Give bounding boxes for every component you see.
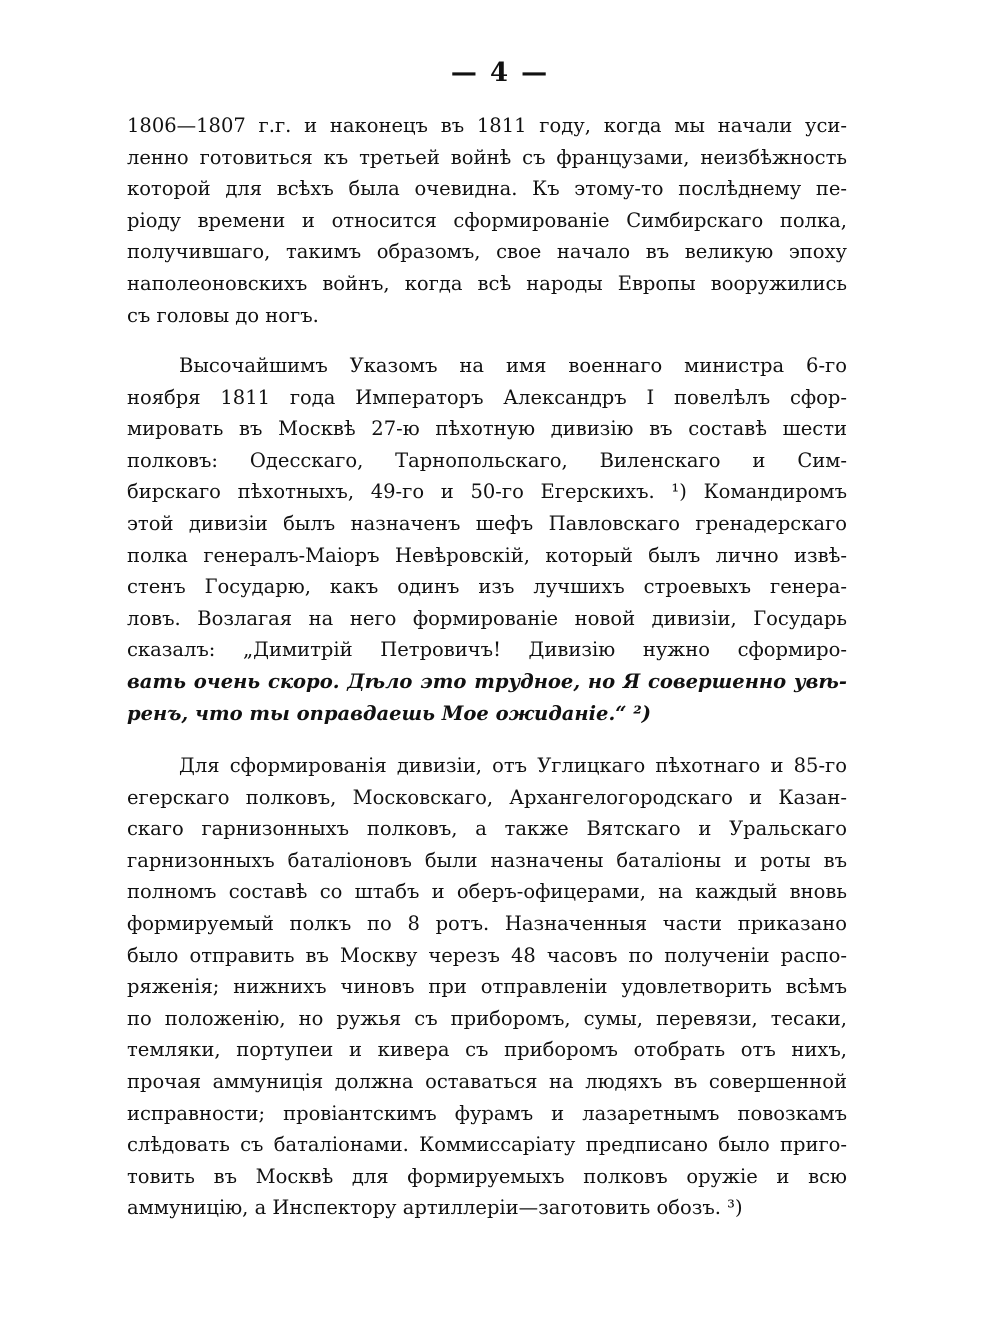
- text-line: исправности; провіантскимъ фурамъ и лазаретнымъ повозкамъ: [127, 1101, 847, 1125]
- text-line: Для сформированія дивизіи, отъ Углицкаго пѣхотнаго и 85-го: [179, 754, 847, 777]
- text-line: ріоду времени и относится сформированіе Симбирскаго полка,: [127, 208, 847, 232]
- paragraph-1: [127, 110, 847, 331]
- text-line: темляки, портупеи и кивера съ приборомъ отобрать отъ нихъ,: [127, 1038, 847, 1062]
- text-line: сказалъ: „Димитрій Петровичъ! Дивизію нужно сформиро-: [127, 638, 847, 662]
- text-line: аммуницію, а Инспектору артиллеріи—заготовить обозъ. ³): [127, 1196, 743, 1220]
- text-line: съ головы до ногъ.: [127, 303, 319, 327]
- text-line: бирскаго пѣхотныхъ, 49-го и 50-го Егерскихъ. ¹) Командиромъ: [127, 480, 847, 504]
- text-line: полковъ: Одесскаго, Тарнопольскаго, Виленскаго и Сим-: [127, 448, 847, 472]
- text-line: по положенію, но ружья съ приборомъ, сумы, перевязи, тесаки,: [127, 1006, 847, 1030]
- text-line: полка генералъ-Маіоръ Невѣровскій, который былъ лично извѣ-: [127, 543, 847, 567]
- text-line: прочая аммуниція должна оставаться на людяхъ въ совершенной: [127, 1069, 847, 1093]
- text-line: которой для всѣхъ была очевидна. Къ этому-то послѣднему пе-: [127, 177, 847, 201]
- text-line: слѣдовать съ баталіонами. Коммиссаріату предписано было приго-: [127, 1133, 847, 1157]
- text-line: гарнизонныхъ баталіоновъ были назначены баталіоны и роты въ: [127, 848, 847, 872]
- text-line: этой дивизіи былъ назначенъ шефъ Павловскаго гренадерскаго: [127, 511, 847, 535]
- text-line: скаго гарнизонныхъ полковъ, а также Вятскаго и Уральскаго: [127, 817, 847, 841]
- text-line: мировать въ Москвѣ 27-ю пѣхотную дивизію въ составѣ шести: [127, 417, 847, 441]
- text-line: получившаго, такимъ образомъ, свое начало въ великую эпоху: [127, 240, 847, 264]
- text-line: было отправить въ Москву черезъ 48 часовъ по полученіи распо-: [127, 943, 847, 967]
- paragraph-2: [127, 350, 847, 729]
- text-line: наполеоновскихъ войнъ, когда всѣ народы Европы вооружились: [127, 271, 847, 295]
- text-line: ловъ. Возлагая на него формированіе новой дивизіи, Государь: [127, 606, 847, 630]
- text-line: полномъ составѣ со штабъ и оберъ-офицерами, на каждый вновь: [127, 880, 847, 904]
- text-line: ряженія; нижнихъ чиновъ при отправленіи удовлетворить всѣмъ: [127, 975, 847, 999]
- page-number: — 4 —: [450, 58, 550, 88]
- quote-line: ренъ, что ты оправдаешь Мое ожиданіе.“ ²): [127, 701, 652, 725]
- paragraph-3: [127, 750, 847, 1224]
- text-line: формируемый полкъ по 8 ротъ. Назначенныя части приказано: [127, 911, 847, 935]
- text-line: ленно готовиться къ третьей войнѣ съ французами, неизбѣжность: [127, 145, 847, 169]
- text-line: ноября 1811 года Императоръ Александръ I повелѣлъ сфор-: [127, 385, 847, 409]
- text-line: егерскаго полковъ, Московскаго, Архангелогородскаго и Казан-: [127, 785, 847, 809]
- text-line: стенъ Государю, какъ одинъ изъ лучшихъ строевыхъ генера-: [127, 575, 847, 599]
- text-line: товить въ Москвѣ для формируемыхъ полковъ оружіе и всю: [127, 1164, 847, 1188]
- text-line: Высочайшимъ Указомъ на имя военнаго министра 6-го: [179, 354, 847, 377]
- quote-line: вать очень скоро. Дѣло это трудное, но Я совершенно увѣ-: [127, 669, 847, 693]
- text-line: 1806—1807 г.г. и наконецъ въ 1811 году, когда мы начали уси-: [127, 114, 847, 137]
